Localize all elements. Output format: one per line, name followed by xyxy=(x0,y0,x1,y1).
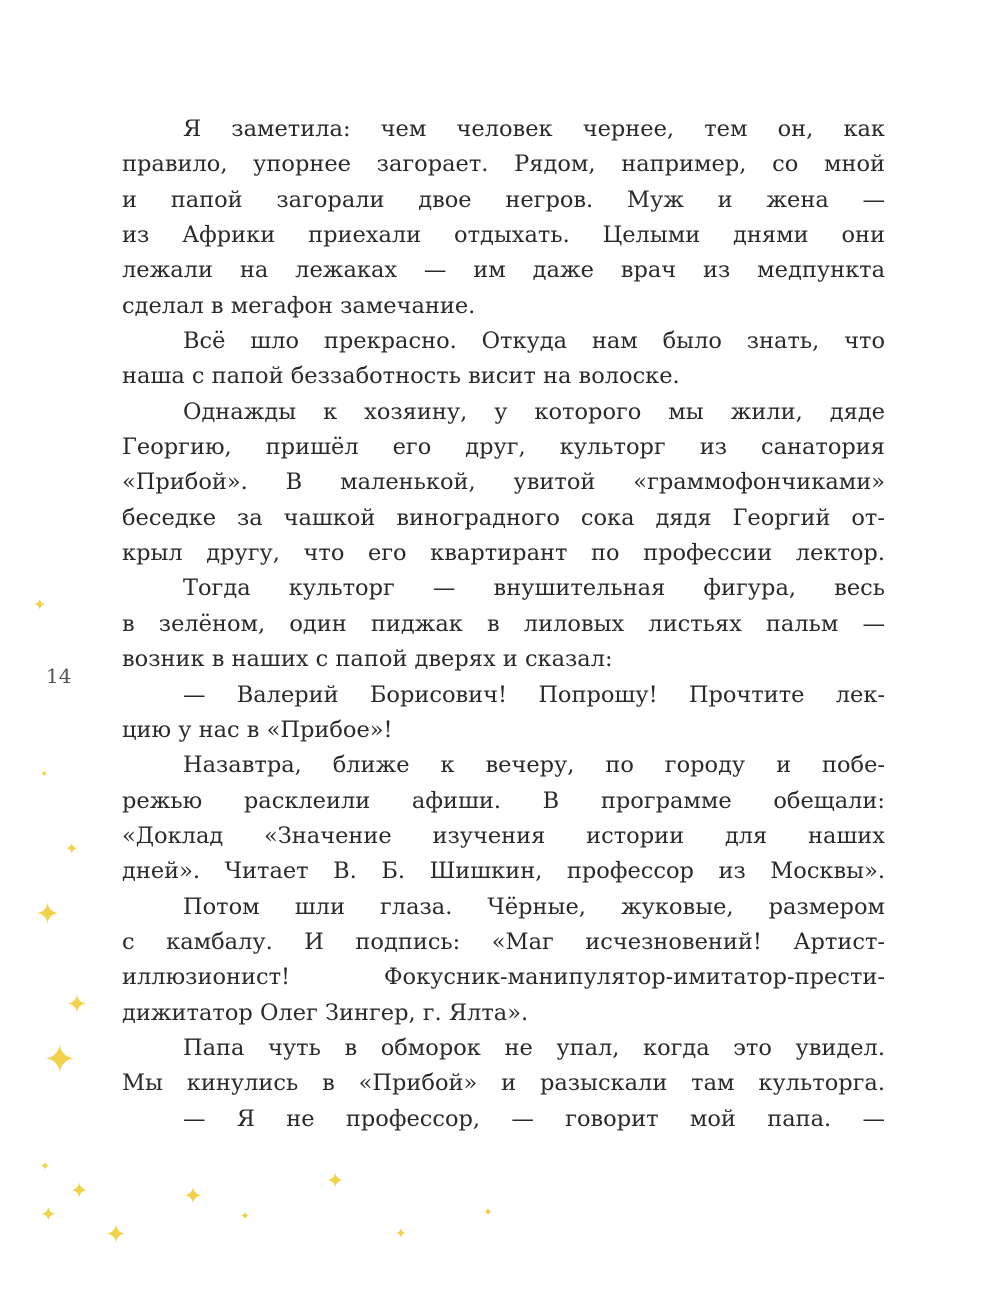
text-line: сделал в мегафон замечание. xyxy=(122,292,476,319)
text-line: Назавтра, ближе к вечеру, по городу и побе- xyxy=(183,752,885,779)
text-line: с камбалу. И подпись: «Маг исчезновений! Артист- xyxy=(122,928,885,955)
text-line: иллюзионист! Фокусник-манипулятор-имитатор-прести- xyxy=(122,964,885,991)
sparkle-star-icon: ✦ xyxy=(35,898,61,931)
text-line: в зелёном, один пиджак в лиловых листьях пальм — xyxy=(122,610,885,637)
sparkle-star-icon: ✦ xyxy=(70,1178,89,1203)
text-line: лежали на лежаках — им даже врач из медпункта xyxy=(122,257,885,284)
text-line: из Африки приехали отдыхать. Целыми днями они xyxy=(122,222,885,249)
text-line: и папой загорали двое негров. Муж и жена — xyxy=(122,186,885,213)
text-line: Всё шло прекрасно. Откуда нам было знать, что xyxy=(183,328,885,355)
text-line: Я заметила: чем человек чернее, тем он, как xyxy=(183,116,885,142)
sparkle-star-icon: ✦ xyxy=(65,841,79,858)
text-line: правило, упорнее загорает. Рядом, например, со мной xyxy=(122,151,885,178)
sparkle-star-icon: ✦ xyxy=(483,1205,494,1219)
sparkle-star-icon: ✦ xyxy=(43,1037,77,1082)
sparkle-star-icon: ✦ xyxy=(395,1227,407,1242)
sparkle-star-icon: ✦ xyxy=(40,1204,57,1226)
sparkle-star-icon: ✦ xyxy=(240,1209,251,1223)
text-line: Георгию, пришёл его друг, культорг из санатория xyxy=(122,434,885,461)
text-line: — Валерий Борисович! Попрошу! Прочтите лек- xyxy=(183,681,885,708)
sparkle-star-icon: ✦ xyxy=(40,1159,51,1173)
text-line: — Я не профессор, — говорит мой папа. — xyxy=(183,1105,885,1132)
sparkle-star-icon: ✦ xyxy=(33,597,47,614)
text-line: дижитатор Олег Зингер, г. Ялта». xyxy=(122,999,529,1026)
text-line: крыл другу, что его квартирант по профессии лектор. xyxy=(122,540,885,567)
text-line: режью расклеили афиши. В программе обещали: xyxy=(122,787,885,814)
text-line: дней». Читает В. Б. Шишкин, профессор из Москвы». xyxy=(122,858,885,885)
text-line: Однажды к хозяину, у которого мы жили, дяде xyxy=(183,398,885,425)
text-line: Потом шли глаза. Чёрные, жуковые, размером xyxy=(183,893,885,920)
page-number: 14 xyxy=(46,664,72,688)
text-line: цию у нас в «Прибое»! xyxy=(122,716,393,743)
body-text xyxy=(122,112,885,1137)
text-line: Мы кинулись в «Прибой» и разыскали там культорга. xyxy=(122,1070,885,1097)
sparkle-star-icon: ✦ xyxy=(105,1220,127,1249)
sparkle-star-icon: ✦ xyxy=(40,769,49,780)
sparkle-star-icon: ✦ xyxy=(326,1168,345,1193)
text-line: «Прибой». В маленькой, увитой «граммофончиками» xyxy=(122,469,885,496)
sparkle-star-icon: ✦ xyxy=(66,990,88,1019)
text-line: Папа чуть в обморок не упал, когда это увидел. xyxy=(183,1034,885,1061)
text-line: беседке за чашкой виноградного сока дядя Георгий от- xyxy=(122,504,885,531)
text-line: возник в наших с папой дверях и сказал: xyxy=(122,646,613,673)
sparkle-star-icon: ✦ xyxy=(183,1184,204,1210)
text-line: Тогда культорг — внушительная фигура, весь xyxy=(183,575,885,602)
text-line: «Доклад «Значение изучения истории для наших xyxy=(122,822,885,849)
text-line: наша с папой беззаботность висит на волоске. xyxy=(122,363,680,390)
